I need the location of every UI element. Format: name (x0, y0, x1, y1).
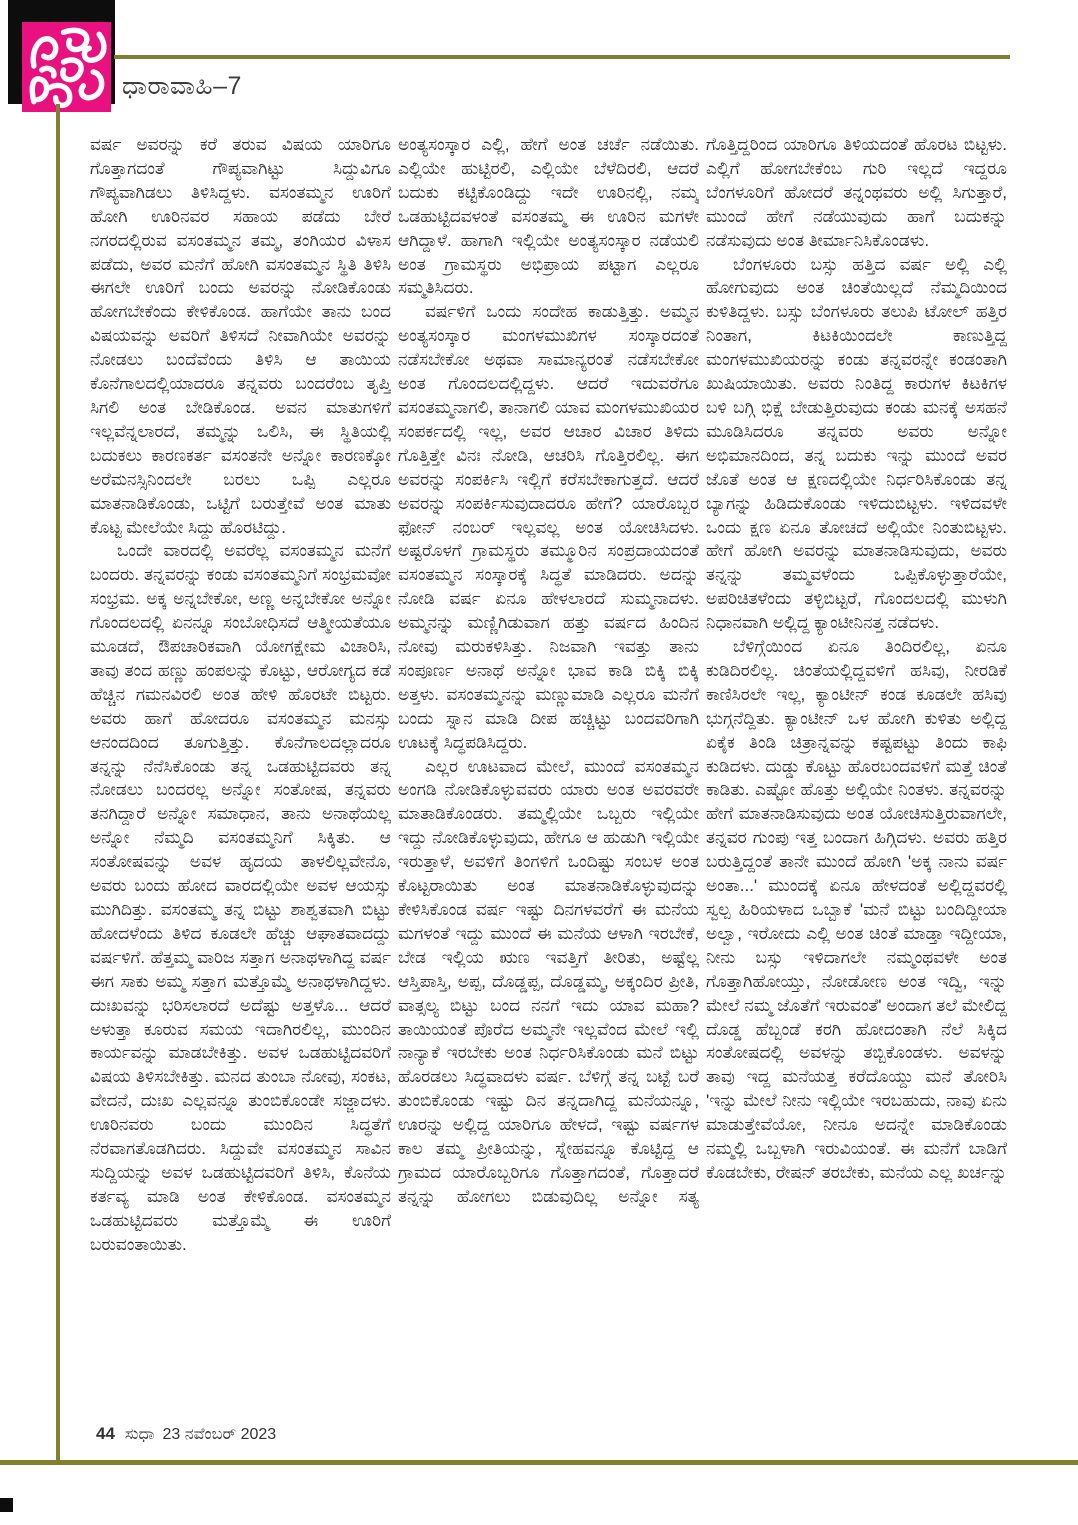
paragraph: ಬೆಳಿಗ್ಗೆಯಿಂದ ಏನೂ ತಿಂದಿರಲಿಲ್ಲ, ಏನೂ ಕುಡಿದಿರಲಿಲ್ಲ. ಚಿಂತೆಯಲ್ಲಿದ್ದವಳಿಗೆ ಹಸಿವು, ನೀರಡಿಕೆ ಕಾಣಿಸಿರಲೇ ಇಲ್ಲ, ಕ್ಯಾಂಟೀನ್ ಕಂಡ ಕೂಡಲೇ ಹಸಿವು ಭುಗ್ಗನೆದ್ದಿತು. ಕ್ಯಾಂಟೀನ್ ಒಳ ಹೋಗಿ ಕುಳಿತು ಅಲ್ಲಿದ್ದ ಏಕೈಕ ತಿಂಡಿ ಚಿತ್ರಾನ್ನವನ್ನು ಕಷ್ಟಪಟ್ಟು ತಿಂದು ಕಾಫಿ ಕುಡಿದಳು. ದುಡ್ಡು ಕೊಟ್ಟು ಹೊರಬಂದವಳಿಗೆ ಮತ್ತೆ ಚಿಂತೆ ಕಾಡಿತು. ಎಷ್ಟೋ ಹೊತ್ತು ಅಲ್ಲಿಯೇ ನಿಂತಳು. ತನ್ನವರನ್ನು ಹೇಗೆ ಮಾತನಾಡಿಸುವುದು ಅಂತ ಯೋಚಿಸುತ್ತಿರುವಾಗಲೇ, ತನ್ನವರ ಗುಂಪು ಇತ್ತ ಬಂದಾಗ ಹಿಗ್ಗಿದಳು. ಅವರು ಹತ್ತಿರ ಬರುತ್ತಿದ್ದಂತೆ ತಾನೇ ಮುಂದೆ ಹೋಗಿ 'ಅಕ್ಕ ನಾನು ವರ್ಷ ಅಂತಾ...' ಮುಂದಕ್ಕೆ ಏನೂ ಹೇಳದಂತೆ ಅಲ್ಲಿದ್ದವರಲ್ಲಿ ಸ್ವಲ್ಪ ಹಿರಿಯಳಾದ ಒಬ್ಬಾಕೆ 'ಮನೆ ಬಿಟ್ಟು ಬಂದಿದ್ದೀಯಾ ಅಲ್ವಾ, ಇರೋದು ಎಲ್ಲಿ ಅಂತ ಚಿಂತೆ ಮಾಡ್ತಾ ಇದ್ದೀಯಾ, ನೀನು ಬಸ್ಸು ಇಳಿದಾಗಲೇ ನಮ್ಮಂಥವಳೇ ಅಂತ ಗೊತ್ತಾಗಿಹೋಯ್ತು, ನೋಡೋಣ ಅಂತ ಇದ್ವಿ, ಇನ್ನು ಮೇಲೆ ನಮ್ಮ ಜೊತೆಗೆ ಇರುವಂತೆ' ಅಂದಾಗ ತಲೆ ಮೇಲಿದ್ದ ದೊಡ್ಡ ಹೆಬ್ಬಂಡೆ ಕರಗಿ ಹೋದಂತಾಗಿ ನೆಲೆ ಸಿಕ್ಕಿದ ಸಂತೋಷದಲ್ಲಿ ಅವಳನ್ನು ತಬ್ಬಿಕೊಂಡಳು. ಅವಳನ್ನು ತಾವು ಇದ್ದ ಮನೆಯತ್ತ ಕರೆದೊಯ್ದು ಮನೆ ತೋರಿಸಿ 'ಇನ್ನು ಮೇಲೆ ನೀನು ಇಲ್ಲಿಯೇ ಇರಬಹುದು, ನಾವು ಏನು ಮಾಡುತ್ತೇವೆಯೋ, ನೀನೂ ಅದನ್ನೇ ಮಾಡಿಕೊಂಡು ನಮ್ಮಲ್ಲಿ ಒಬ್ಬಳಾಗಿ ಇರುವಿಯಂತೆ. ಈ ಮನೆಗೆ ಬಾಡಿಗೆ ಕೊಡಬೇಕು, ರೇಷನ್ ತರಬೇಕು, ಮನೆಯ ಎಲ್ಲ ಖರ್ಚನ್ನು (706, 637, 1007, 1182)
registration-mark (0, 1498, 13, 1512)
section-title: ಧಾರಾವಾಹಿ–7 (122, 72, 242, 100)
issue-date: 23 ನವೆಂಬರ್ 2023 (162, 1426, 277, 1443)
paragraph: ಗೊತ್ತಿದ್ದರಿಂದ ಯಾರಿಗೂ ತಿಳಿಯದಂತೆ ಹೊರಟ ಬಿಟ್ಟಳು. ಎಲ್ಲಿಗೆ ಹೋಗಬೇಕೆಂಬ ಗುರಿ ಇಲ್ಲದೆ ಇದ್ದರೂ ಬೆಂಗಳೂರಿಗೆ ಹೋದರೆ ತನ್ನಂಥವರು ಅಲ್ಲಿ ಸಿಗುತ್ತಾರೆ, ಮುಂದೆ ಹೇಗೆ ನಡೆಯುವುದು ಹಾಗೆ ಬದುಕನ್ನು ನಡೆಸುವುದು ಅಂತ ತೀರ್ಮಾನಿಸಿಕೊಂಡಳು. (706, 135, 1007, 250)
maze-coral-pattern-icon (22, 22, 111, 112)
publication-name: ಸುಧಾ (124, 1426, 155, 1443)
paragraph: ಒಂದೇ ವಾರದಲ್ಲಿ ಅವರೆಲ್ಲ ವಸಂತಮ್ಮನ ಮನೆಗೆ ಬಂದರು. ತನ್ನವರನ್ನು ಕಂಡು ವಸಂತಮ್ಮನಿಗೆ ಸಂಭ್ರಮವೋ ಸಂಭ್ರಮ. ಅಕ್ಕ ಅನ್ನಬೇಕೋ, ಅಣ್ಣ ಅನ್ನಬೇಕೋ ಅನ್ನೋ ಗೊಂದಲದಲ್ಲಿ ಏನನ್ನೂ ಸಂಬೋಧಿಸದೆ ಆತ್ಮೀಯತೆಯೂ ಮೂಡದೆ, ಔಪಚಾರಿಕವಾಗಿ ಯೋಗಕ್ಷೇಮ ವಿಚಾರಿಸಿ, ತಾವು ತಂದ ಹಣ್ಣು ಹಂಪಲನ್ನು ಕೊಟ್ಟು, ಆರೋಗ್ಯದ ಕಡೆ ಹೆಚ್ಚಿನ ಗಮನವಿರಲಿ ಅಂತ ಹೇಳಿ ಹೊರಟೇ ಬಿಟ್ಟರು. ಅವರು ಹಾಗೆ ಹೋದರೂ ವಸಂತಮ್ಮನ ಮನಸ್ಸು ಆನಂದದಿಂದ ತೂಗುತ್ತಿತ್ತು. ಕೊನೆಗಾಲದಲ್ಲಾದರೂ ತನ್ನನ್ನು ನೆನೆಸಿಕೊಂಡು ತನ್ನ ಒಡಹುಟ್ಟಿದವರು ತನ್ನ ನೋಡಲು ಬಂದರಲ್ಲ ಅನ್ನೋ ಸಂತೋಷ, ತನ್ನವರು ತನಗಿದ್ದಾರೆ ಅನ್ನೋ ಸಮಾಧಾನ, ತಾನು ಅನಾಥೆಯಲ್ಲ ಅನ್ನೋ ನೆಮ್ಮದಿ ವಸಂತಮ್ಮನಿಗೆ ಸಿಕ್ಕಿತು. ಆ ಸಂತೋಷವನ್ನು ಅವಳ ಹೃದಯ ತಾಳಲಿಲ್ಲವೇನೊ, ಅವರು ಬಂದು ಹೋದ ವಾರದಲ್ಲಿಯೇ ಅವಳ ಆಯಸ್ಸು ಮುಗಿದಿತ್ತು. ವಸಂತಮ್ಮ ತನ್ನ ಬಿಟ್ಟು ಶಾಶ್ವತವಾಗಿ ಬಿಟ್ಟು ಹೋದಳೆಂದು ತಿಳಿದ ಕೂಡಲೇ ಹೆಚ್ಚು ಆಘಾತವಾದದ್ದು ವರ್ಷಳಿಗೆ. ಹೆತ್ತಮ್ಮ ವಾರಿಜ ಸತ್ತಾಗ ಅನಾಥಳಾಗಿದ್ದ ವರ್ಷ ಈಗ ಸಾಕು ಅಮ್ಮ ಸತ್ತಾಗ ಮತ್ತೊಮ್ಮೆ ಅನಾಥಳಾಗಿದ್ದಳು. ದುಃಖವನ್ನು ಭರಿಸಲಾರದೆ ಅದೆಷ್ಟು ಅತ್ತಳೊ... ಆದರೆ ಅಳುತ್ತಾ ಕೂರುವ ಸಮಯ ಇದಾಗಿರಲಿಲ್ಲ, ಮುಂದಿನ ಕಾರ್ಯವನ್ನು ಮಾಡಬೇಕಿತ್ತು. ಅವಳ ಒಡಹುಟ್ಟಿದವರಿಗೆ ವಿಷಯ ತಿಳಿಸಬೇಕಿತ್ತು. ಮನದ ತುಂಬಾ ನೋವು, ಸಂಕಟ, ವೇದನೆ, ದುಃಖ ಎಲ್ಲವನ್ನೂ ತುಂಬಿಕೊಂಡೇ ಸಜ್ಜಾದಳು. ಊರಿನವರು ಬಂದು ಮುಂದಿನ ಸಿದ್ಧತೆಗೆ ನೆರವಾಗತೊಡಗಿದರು. ಸಿದ್ದುವೇ ವಸಂತಮ್ಮನ ಸಾವಿನ ಸುದ್ದಿಯನ್ನು ಅವಳ ಒಡಹುಟ್ಟಿದವರಿಗೆ ತಿಳಿಸಿ, ಕೊನೆಯ ಕರ್ತವ್ಯ ಮಾಡಿ ಅಂತ ಕೇಳಿಕೊಂಡ. ವಸಂತಮ್ಮನ ಒಡಹುಟ್ಟಿದವರು ಮತ್ತೊಮ್ಮೆ ಈ ಊರಿಗೆ ಬರುವಂತಾಯಿತು. (90, 541, 391, 1254)
header-rule-line (114, 55, 1010, 59)
article-column-2 (398, 133, 699, 1415)
paragraph: ವರ್ಷಳಿಗೆ ಒಂದು ಸಂದೇಹ ಕಾಡುತ್ತಿತ್ತು. ಅಮ್ಮನ ಅಂತ್ಯಸಂಸ್ಕಾರ ಮಂಗಳಮುಖಿಗಳ ಸಂಸ್ಕಾರದಂತೆ ನಡೆಸಬೇಕೋ ಅಥವಾ ಸಾಮಾನ್ಯರಂತೆ ನಡೆಸಬೇಕೋ ಅಂತ ಗೊಂದಲದಲ್ಲಿದ್ದಳು. ಆದರೆ ಇದುವರೆಗೂ ವಸಂತಮ್ಮನಾಗಲಿ, ತಾನಾಗಲಿ ಯಾವ ಮಂಗಳಮುಖಿಯರ ಸಂಪರ್ಕದಲ್ಲಿ ಇಲ್ಲ, ಅವರ ಆಚಾರ ವಿಚಾರ ತಿಳಿದು ಗೊತ್ತಿತ್ತೇ ವಿನಃ ನೋಡಿ, ಆಚರಿಸಿ ಗೊತ್ತಿರಲಿಲ್ಲ. ಈಗ ಅವರನ್ನು ಸಂಪರ್ಕಿಸಿ ಇಲ್ಲಿಗೆ ಕರೆಸಬೇಕಾಗುತ್ತದೆ. ಆದರೆ ಅವರನ್ನು ಸಂಪರ್ಕಿಸುವುದಾದರೂ ಹೇಗೆ? ಯಾರೊಬ್ಬರ ಫೋನ್ ನಂಬರ್ ಇಲ್ಲವಲ್ಲ ಅಂತ ಯೋಚಿಸಿದಳು. ಅಷ್ಟರೊಳಗೆ ಗ್ರಾಮಸ್ಥರು ತಮ್ಮೂರಿನ ಸಂಪ್ರದಾಯದಂತೆ ವಸಂತಮ್ಮನ ಸಂಸ್ಕಾರಕ್ಕೆ ಸಿದ್ಧತೆ ಮಾಡಿದರು. ಅದನ್ನು ನೋಡಿ ವರ್ಷ ಏನೂ ಹೇಳಲಾರದೆ ಸುಮ್ಮನಾದಳು. ಅಮ್ಮನನ್ನು ಮಣ್ಣಿಗಿಡುವಾಗ ಹತ್ತು ವರ್ಷದ ಹಿಂದಿನ ನೋವು ಮರುಕಳಿಸಿತ್ತು. ನಿಜವಾಗಿ ಇವತ್ತು ತಾನು ಸಂಪೂರ್ಣ ಅನಾಥೆ ಅನ್ನೋ ಭಾವ ಕಾಡಿ ಬಿಕ್ಕಿ ಬಿಕ್ಕಿ ಅತ್ತಳು. ವಸಂತಮ್ಮನನ್ನು ಮಣ್ಣುಮಾಡಿ ಎಲ್ಲರೂ ಮನೆಗೆ ಬಂದು ಸ್ನಾನ ಮಾಡಿ ದೀಪ ಹಚ್ಚಿಟ್ಟು ಬಂದವರಿಗಾಗಿ ಊಟಕ್ಕೆ ಸಿದ್ಧಪಡಿಸಿದ್ದರು. (398, 302, 699, 752)
footer-rule-line (0, 1460, 1078, 1465)
magazine-logo (22, 22, 111, 112)
left-rule-line (56, 104, 60, 1462)
paragraph: ವರ್ಷ ಅವರನ್ನು ಕರೆ ತರುವ ವಿಷಯ ಯಾರಿಗೂ ಗೊತ್ತಾಗದಂತೆ ಗೌಪ್ಯವಾಗಿಟ್ಟು ಸಿದ್ದುವಿಗೂ ಗೌಪ್ಯವಾಗಿಡಲು ತಿಳಿಸಿದ್ದಳು. ವಸಂತಮ್ಮನ ಊರಿಗೆ ಹೋಗಿ ಊರಿನವರ ಸಹಾಯ ಪಡೆದು ಬೇರೆ ನಗರದಲ್ಲಿರುವ ವಸಂತಮ್ಮನ ತಮ್ಮ, ತಂಗಿಯರ ವಿಳಾಸ ಪಡೆದು, ಅವರ ಮನೆಗೆ ಹೋಗಿ ವಸಂತಮ್ಮನ ಸ್ಥಿತಿ ತಿಳಿಸಿ ಈಗಲೇ ಊರಿಗೆ ಬಂದು ಅವರನ್ನು ನೋಡಿಕೊಂಡು ಹೋಗಬೇಕೆಂದು ಕೇಳಿಕೊಂಡ. ಹಾಗೆಯೇ ತಾನು ಬಂದ ವಿಷಯವನ್ನು ಅವರಿಗೆ ತಿಳಿಸದೆ ನೀವಾಗಿಯೇ ಅವರನ್ನು ನೋಡಲು ಬಂದೆವೆಂದು ತಿಳಿಸಿ ಆ ತಾಯಿಯ ಕೊನೆಗಾಲದಲ್ಲಿಯಾದರೂ ತನ್ನವರು ಬಂದರೆಂಬ ತೃಪ್ತಿ ಸಿಗಲಿ ಅಂತ ಬೇಡಿಕೊಂಡ. ಅವನ ಮಾತುಗಳಿಗೆ ಇಲ್ಲವೆನ್ನಲಾರದೆ, ತಮ್ಮನ್ನು ಒಲಿಸಿ, ಈ ಸ್ಥಿತಿಯಲ್ಲಿ ಬದುಕಲು ಕಾರಣಕರ್ತ ವಸಂತನೇ ಅನ್ನೋ ಕಾರಣಕ್ಕೋ ಅರೆಮನಸ್ಸಿನಿಂದಲೇ ಬರಲು ಒಪ್ಪಿ ಎಲ್ಲರೂ ಮಾತನಾಡಿಕೊಂಡು, ಒಟ್ಟಿಗೆ ಬರುತ್ತೇವೆ ಅಂತ ಮಾತು ಕೊಟ್ಟ ಮೇಲೆಯೇ ಸಿದ್ದು ಹೊರಟಿದ್ದು. (90, 135, 391, 537)
page-number: 44 (96, 1424, 115, 1443)
paragraph: ಅಂತ್ಯಸಂಸ್ಕಾರ ಎಲ್ಲಿ, ಹೇಗೆ ಅಂತ ಚರ್ಚೆ ನಡೆಯಿತು. ಎಲ್ಲಿಯೇ ಹುಟ್ಟಿರಲಿ, ಎಲ್ಲಿಯೇ ಬೆಳೆದಿರಲಿ, ಆದರೆ ಬದುಕು ಕಟ್ಟಿಕೊಂಡಿದ್ದು ಇದೇ ಊರಿನಲ್ಲಿ, ನಮ್ಮ ಒಡಹುಟ್ಟಿದವಳಂತೆ ವಸಂತಮ್ಮ ಈ ಊರಿನ ಮಗಳೇ ಆಗಿದ್ದಾಳೆ. ಹಾಗಾಗಿ ಇಲ್ಲಿಯೇ ಅಂತ್ಯಸಂಸ್ಕಾರ ನಡೆಯಲಿ ಅಂತ ಗ್ರಾಮಸ್ಥರು ಅಭಿಪ್ರಾಯ ಪಟ್ಟಾಗ ಎಲ್ಲರೂ ಸಮ್ಮತಿಸಿದರು. (398, 135, 699, 298)
paragraph: ಎಲ್ಲರ ಊಟವಾದ ಮೇಲೆ, ಮುಂದೆ ವಸಂತಮ್ಮನ ಅಂಗಡಿ ನೋಡಿಕೊಳ್ಳುವವರು ಯಾರು ಅಂತ ಅವರವರೇ ಮಾತಾಡಿಕೊಂಡರು. ತಮ್ಮಲ್ಲಿಯೇ ಒಬ್ಬರು ಇಲ್ಲಿಯೇ ಇದ್ದು ನೋಡಿಕೊಳ್ಳುವುದು, ಹೇಗೂ ಆ ಹುಡುಗಿ ಇಲ್ಲಿಯೇ ಇರುತ್ತಾಳೆ, ಅವಳಿಗೆ ತಿಂಗಳಿಗೆ ಒಂದಿಷ್ಟು ಸಂಬಳ ಅಂತ ಕೊಟ್ಟರಾಯಿತು ಅಂತ ಮಾತನಾಡಿಕೊಳ್ಳುವುದನ್ನು ಕೇಳಿಸಿಕೊಂಡ ವರ್ಷ ಇಷ್ಟು ದಿನಗಳವರೆಗೆ ಈ ಮನೆಯ ಮಗಳಂತೆ ಇದ್ದು ಮುಂದೆ ಈ ಮನೆಯ ಆಳಾಗಿ ಇರಬೇಕೆ, ಬೇಡ ಇಲ್ಲಿಯ ಋಣ ಇವತ್ತಿಗೆ ತೀರಿತು, ಅಷ್ಟೆಲ್ಲ ಆಸ್ತಿಪಾಸ್ತಿ, ಅಪ್ಪ, ದೊಡ್ಡಪ್ಪ, ದೊಡ್ಡಮ್ಮ, ಅಕ್ಕಂದಿರ ಪ್ರೀತಿ, ವಾತ್ಸಲ್ಯ ಬಿಟ್ಟು ಬಂದ ನನಗೆ ಇದು ಯಾವ ಮಹಾ? ತಾಯಿಯಂತೆ ಪೊರೆದ ಅಮ್ಮನೇ ಇಲ್ಲವೆಂದ ಮೇಲೆ ಇಲ್ಲಿ ನಾನ್ಯಾಕೆ ಇರಬೇಕು ಅಂತ ನಿರ್ಧರಿಸಿಕೊಂಡು ಮನೆ ಬಿಟ್ಟು ಹೊರಡಲು ಸಿದ್ಧವಾದಳು ವರ್ಷ. ಬೆಳಿಗ್ಗೆ ತನ್ನ ಬಟ್ಟೆ ಬರೆ ತುಂಬಿಕೊಂಡು ಇಷ್ಟು ದಿನ ತನ್ನದಾಗಿದ್ದ ಮನೆಯನ್ನೂ, ಊರನ್ನು ಅಲ್ಲಿದ್ದ ಯಾರಿಗೂ ಹೇಳದೆ, ಇಷ್ಟು ವರ್ಷಗಳ ಕಾಲ ತಮ್ಮ ಪ್ರೀತಿಯನ್ನು, ಸ್ನೇಹವನ್ನೂ ಕೊಟ್ಟಿದ್ದ ಆ ಗ್ರಾಮದ ಯಾರೊಬ್ಬರಿಗೂ ಗೊತ್ತಾಗದಂತೆ, ಗೊತ್ತಾದರೆ ತನ್ನನ್ನು ಹೋಗಲು ಬಿಡುವುದಿಲ್ಲ ಅನ್ನೋ ಸತ್ಯ (398, 756, 699, 1206)
page-folio (96, 1424, 276, 1444)
article-column-1 (90, 133, 391, 1415)
article-column-3 (706, 133, 1007, 1415)
paragraph: ಬೆಂಗಳೂರು ಬಸ್ಸು ಹತ್ತಿದ ವರ್ಷ ಅಲ್ಲಿ ಎಲ್ಲಿ ಹೋಗುವುದು ಅಂತ ಚಿಂತೆಯಿಲ್ಲದೆ ನೆಮ್ಮದಿಯಿಂದ ಕುಳಿತಿದ್ದಳು. ಬಸ್ಸು ಬೆಂಗಳೂರು ತಲುಪಿ ಟೋಲ್ ಹತ್ತಿರ ನಿಂತಾಗ, ಕಿಟಕಿಯಿಂದಲೇ ಕಾಣುತ್ತಿದ್ದ ಮಂಗಳಮುಖಿಯರನ್ನು ಕಂಡು ತನ್ನವರನ್ನೇ ಕಂಡಂತಾಗಿ ಖುಷಿಯಾಯಿತು. ಅವರು ನಿಂತಿದ್ದ ಕಾರುಗಳ ಕಿಟಕಿಗಳ ಬಳಿ ಬಗ್ಗಿ ಭಿಕ್ಷೆ ಬೇಡುತ್ತಿರುವುದು ಕಂಡು ಮನಕ್ಕೆ ಅಸಹನೆ ಮೂಡಿಸಿದರೂ ತನ್ನವರು ಅವರು ಅನ್ನೋ ಅಭಿಮಾನದಿಂದ, ತನ್ನ ಬದುಕು ಇನ್ನು ಮುಂದೆ ಅವರ ಜೊತೆ ಅಂತ ಆ ಕ್ಷಣದಲ್ಲಿಯೇ ನಿರ್ಧರಿಸಿಕೊಂಡು ತನ್ನ ಬ್ಯಾಗನ್ನು ಹಿಡಿದುಕೊಂಡು ಇಳಿದುಬಿಟ್ಟಳು. ಇಳಿದವಳೇ ಒಂದು ಕ್ಷಣ ಏನೂ ತೋಚದೆ ಅಲ್ಲಿಯೇ ನಿಂತುಬಿಟ್ಟಳು. ಹೇಗೆ ಹೋಗಿ ಅವರನ್ನು ಮಾತನಾಡಿಸುವುದು, ಅವರು ತನ್ನನ್ನು ತಮ್ಮವಳೆಂದು ಒಪ್ಪಿಕೊಳ್ಳುತ್ತಾರೆಯೇ, ಅಪರಿಚಿತಳೆಂದು ತಳ್ಳಿಬಿಟ್ಟರೆ, ಗೊಂದಲದಲ್ಲಿ ಮುಳುಗಿ ನಿಧಾನವಾಗಿ ಅಲ್ಲಿದ್ದ ಕ್ಯಾಂಟೀನಿನತ್ತ ನಡೆದಳು. (706, 254, 1007, 633)
